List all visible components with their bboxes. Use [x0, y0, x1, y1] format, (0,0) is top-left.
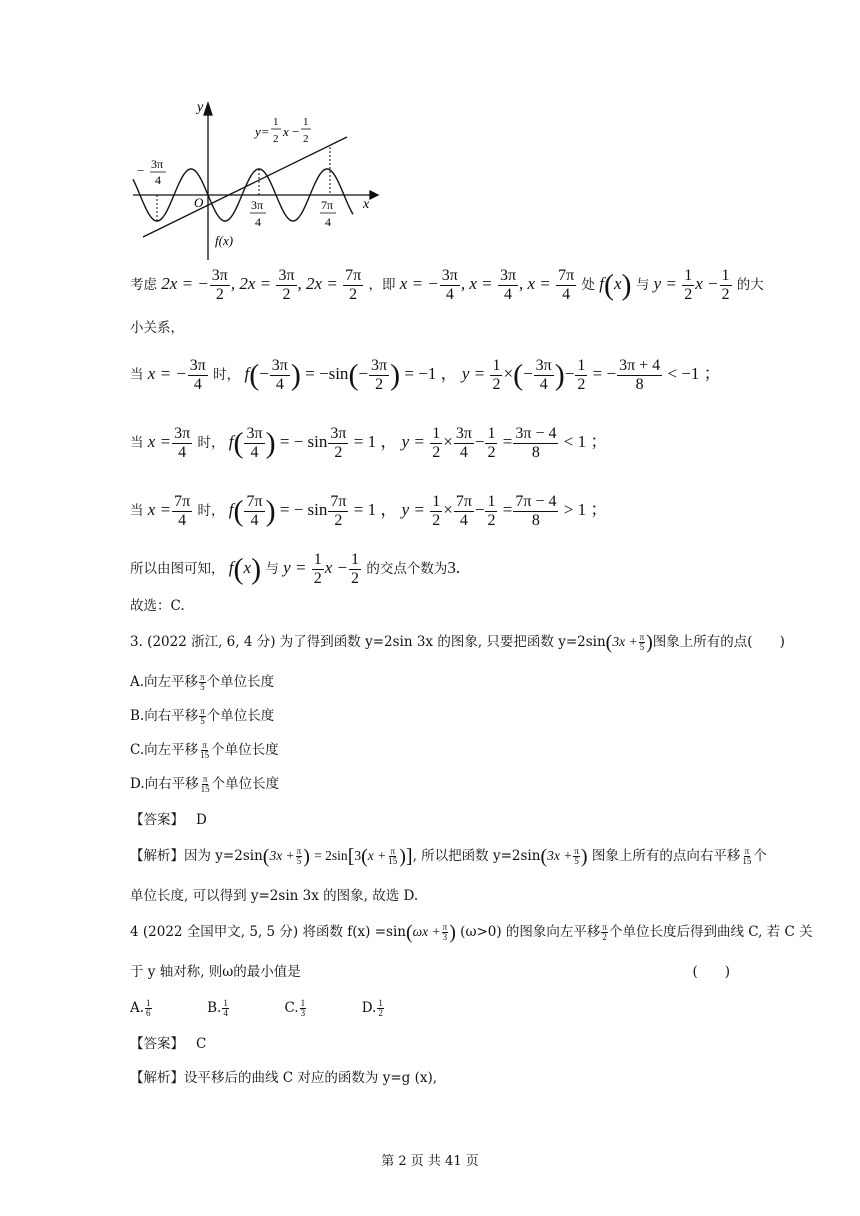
line-label-den1: 2 — [273, 133, 279, 145]
case1-line: 当 x = − $\frac{3\pi}{4}$ 时， f(− $\frac{3\pi}{4}$ ) = −sin(− $\frac{3\pi}{2}$ ) = −1 ， y = $\frac{1}{2}$ ×(− $\frac{3\pi}{4}$ )− $\frac{1}{2}$ = − $\frac{3\pi + 4}{8}$ < −1 ； — [130, 357, 721, 393]
y-axis-arrow — [204, 103, 212, 115]
line-label-minus: − — [292, 124, 300, 139]
x-axis-label: x — [363, 197, 370, 212]
q3-option-c: C.向左平移 $\frac{\pi}{15}$ 个单位长度 — [130, 740, 279, 760]
q4-option-b: B. $\frac{1}{4}$ — [207, 998, 228, 1018]
line2: 小关系， — [130, 320, 184, 336]
case2-line: 当 x = $\frac{3\pi}{4}$ 时， f( $\frac{3\pi}{4}$ ) = − sin $\frac{3\pi}{2}$ = 1 ， y = $\frac{1}{2}$ × $\frac{3\pi}{4}$ − $\frac{1}{2}$ = $\frac{3\pi - 4}{8}$ < 1 ； — [130, 425, 608, 461]
tick-neg-minus: − — [137, 163, 145, 178]
tick-neg-den: 4 — [155, 173, 161, 187]
fx-label: f(x) — [215, 233, 234, 248]
q4-answer: 【答案】 C — [130, 1036, 207, 1052]
q3-option-a: A.向左平移 $\frac{\pi}{5}$ 个单位长度 — [130, 672, 275, 692]
consider-line: 考虑 2x = − $\frac{3\pi}{2}$ , 2x = $\frac{3\pi}{2}$ , 2x = $\frac{7\pi}{2}$ ，即 x = − $\frac{3\pi}{4}$ , x = $\frac{3\pi}{4}$ , x = $\frac{7\pi}{4}$ 处 f(x) 与 y = $\frac{1}{2}$ x − $\frac{1}{2}$ 的大 — [130, 267, 764, 303]
q4-stem-line2: 于 y 轴对称, 则ω的最小值是 ( ) — [130, 964, 730, 980]
q4-analysis: 【解析】设平移后的曲线 C 对应的函数为 y=g (x), — [130, 1070, 438, 1086]
q4-option-d: D. $\frac{1}{2}$ — [361, 998, 383, 1018]
y-axis-label: y — [197, 100, 204, 115]
q3-answer: 【答案】 D — [130, 812, 207, 828]
q3-option-b: B.向右平移 $\frac{\pi}{5}$ 个单位长度 — [130, 706, 275, 726]
line-label-num1: 1 — [273, 116, 279, 128]
q4-option-c: C. $\frac{1}{3}$ — [284, 998, 306, 1018]
line-label-x: x — [283, 124, 289, 139]
line-label-num2: 1 — [303, 116, 309, 128]
q3-stem: 3. (2022 浙江, 6, 4 分) 为了得到函数 y=2sin 3x 的图象, 只要把函数 y=2sin(3x + $\frac{\pi}{5}$ )图象上所有的点( ) — [130, 631, 785, 654]
tick-7pi4-den: 4 — [325, 215, 331, 229]
q3-analysis: 【解析】因为 y=2sin(3x + $\frac{\pi}{5}$ ) = 2sin[3(x + $\frac{\pi}{15}$ )], 所以把函数 y=2sin(3x + $\frac{\pi}{5}$ ) 图象上所有的点向右平移 $\frac{\pi}{15}$ 个 — [130, 845, 767, 868]
tick-neg-num: 3π — [151, 157, 164, 171]
choose-c: 故选：C. — [130, 598, 185, 614]
straight-line — [143, 137, 347, 237]
tick-7pi4-num: 7π — [321, 198, 334, 212]
origin-label: O — [194, 195, 204, 210]
q3-option-d: D.向右平移 $\frac{\pi}{15}$ 个单位长度 — [130, 774, 280, 794]
tick-3pi4-num: 3π — [251, 198, 264, 212]
q4-stem: 4 (2022 全国甲文, 5, 5 分) 将函数 f(x) =sin(ωx + $\frac{\pi}{3}$ ) (ω>0) 的图象向左平移 $\frac{\pi}{2}$ 个单位长度后得到曲线 C, 若 C 关 — [130, 921, 813, 944]
tick-3pi4-den: 4 — [255, 215, 261, 229]
function-graph — [125, 95, 385, 265]
page-footer: 第 2 页 共 41 页 — [381, 1154, 479, 1169]
line-label-y: y= — [255, 124, 270, 139]
x-axis-arrow — [370, 191, 378, 199]
line-label-den2: 2 — [303, 133, 309, 145]
q3-analysis-line2: 单位长度, 可以得到 y=2sin 3x 的图象, 故选 D. — [130, 888, 419, 904]
q4-options — [130, 998, 385, 1018]
conclusion-line: 所以由图可知， f(x) 与 y = $\frac{1}{2}$ x − $\frac{1}{2}$ 的交点个数为3. — [130, 551, 461, 587]
q4-option-a: A. $\frac{1}{6}$ — [130, 998, 151, 1018]
case3-line: 当 x = $\frac{7\pi}{4}$ 时， f( $\frac{7\pi}{4}$ ) = − sin $\frac{7\pi}{2}$ = 1 ， y = $\frac{1}{2}$ × $\frac{7\pi}{4}$ − $\frac{1}{2}$ = $\frac{7\pi - 4}{8}$ > 1 ； — [130, 493, 608, 529]
